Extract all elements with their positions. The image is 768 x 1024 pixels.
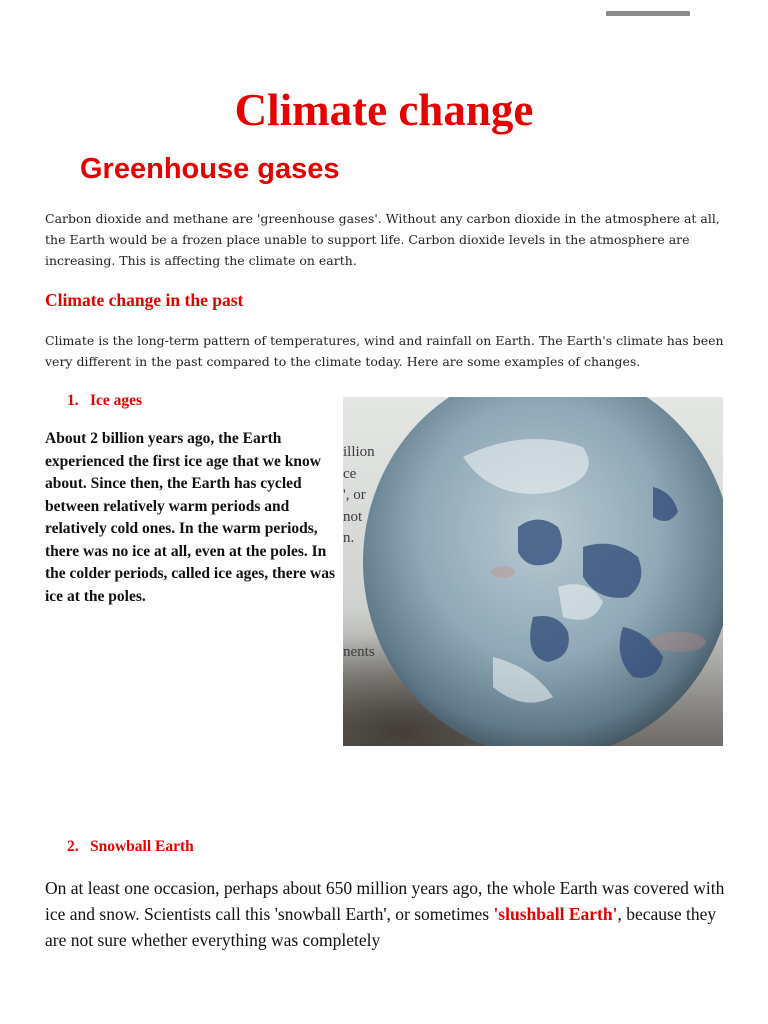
photo-text-line: ce <box>343 466 357 482</box>
scroll-indicator <box>606 11 690 16</box>
paragraph-text: , because they are not sure whether everything was completely <box>45 904 717 950</box>
snowball-earth-paragraph <box>45 875 735 953</box>
earth-globe-icon <box>343 397 723 746</box>
photo-text-line: illion <box>343 444 375 460</box>
list-number: 2. <box>67 838 79 855</box>
ice-ages-paragraph: About 2 billion years ago, the Earth experienced the first ice age that we know about. Since then, the Earth has cycled between relatively warm periods and relatively cold ones. In the warm periods, there was no ice at all, even at the poles. In the colder periods, called ice ages, there was ice at the poles. <box>45 430 335 605</box>
photo-text-line: nents <box>343 644 375 660</box>
frozen-earth-photo <box>343 397 723 746</box>
list-number: 1. <box>67 392 79 409</box>
paragraph-text: On at least one occasion, perhaps about 650 million years ago, the whole Earth was covered with ice and snow. Scientists call this 'snowball Earth', or sometimes <box>45 878 725 924</box>
intro-paragraph: Carbon dioxide and methane are 'greenhouse gases'. Without any carbon dioxide in the atmosphere at all, the Earth would be a frozen place unable to support life. Carbon dioxide levels in the atmosphere are increasing. This is affecting the climate on earth. <box>45 211 720 268</box>
highlight-term: 'slushball Earth' <box>493 904 618 924</box>
list-heading-text: Ice ages <box>90 392 143 409</box>
photo-text-line: n. <box>343 530 355 546</box>
page-subtitle: Greenhouse gases <box>80 153 340 185</box>
page-title: Climate change <box>234 85 534 135</box>
list-heading-text: Snowball Earth <box>90 838 194 855</box>
section-heading: Climate change in the past <box>45 290 244 310</box>
list-heading-snowball-earth <box>67 836 194 858</box>
photo-text-line: not <box>343 509 363 525</box>
section-paragraph: Climate is the long-term pattern of temperatures, wind and rainfall on Earth. The Earth's climate has been very different in the past compared to the climate today. Here are some examples of changes. <box>45 333 724 369</box>
list-heading-ice-ages <box>67 390 142 412</box>
photo-text-line: ', or <box>343 487 366 503</box>
